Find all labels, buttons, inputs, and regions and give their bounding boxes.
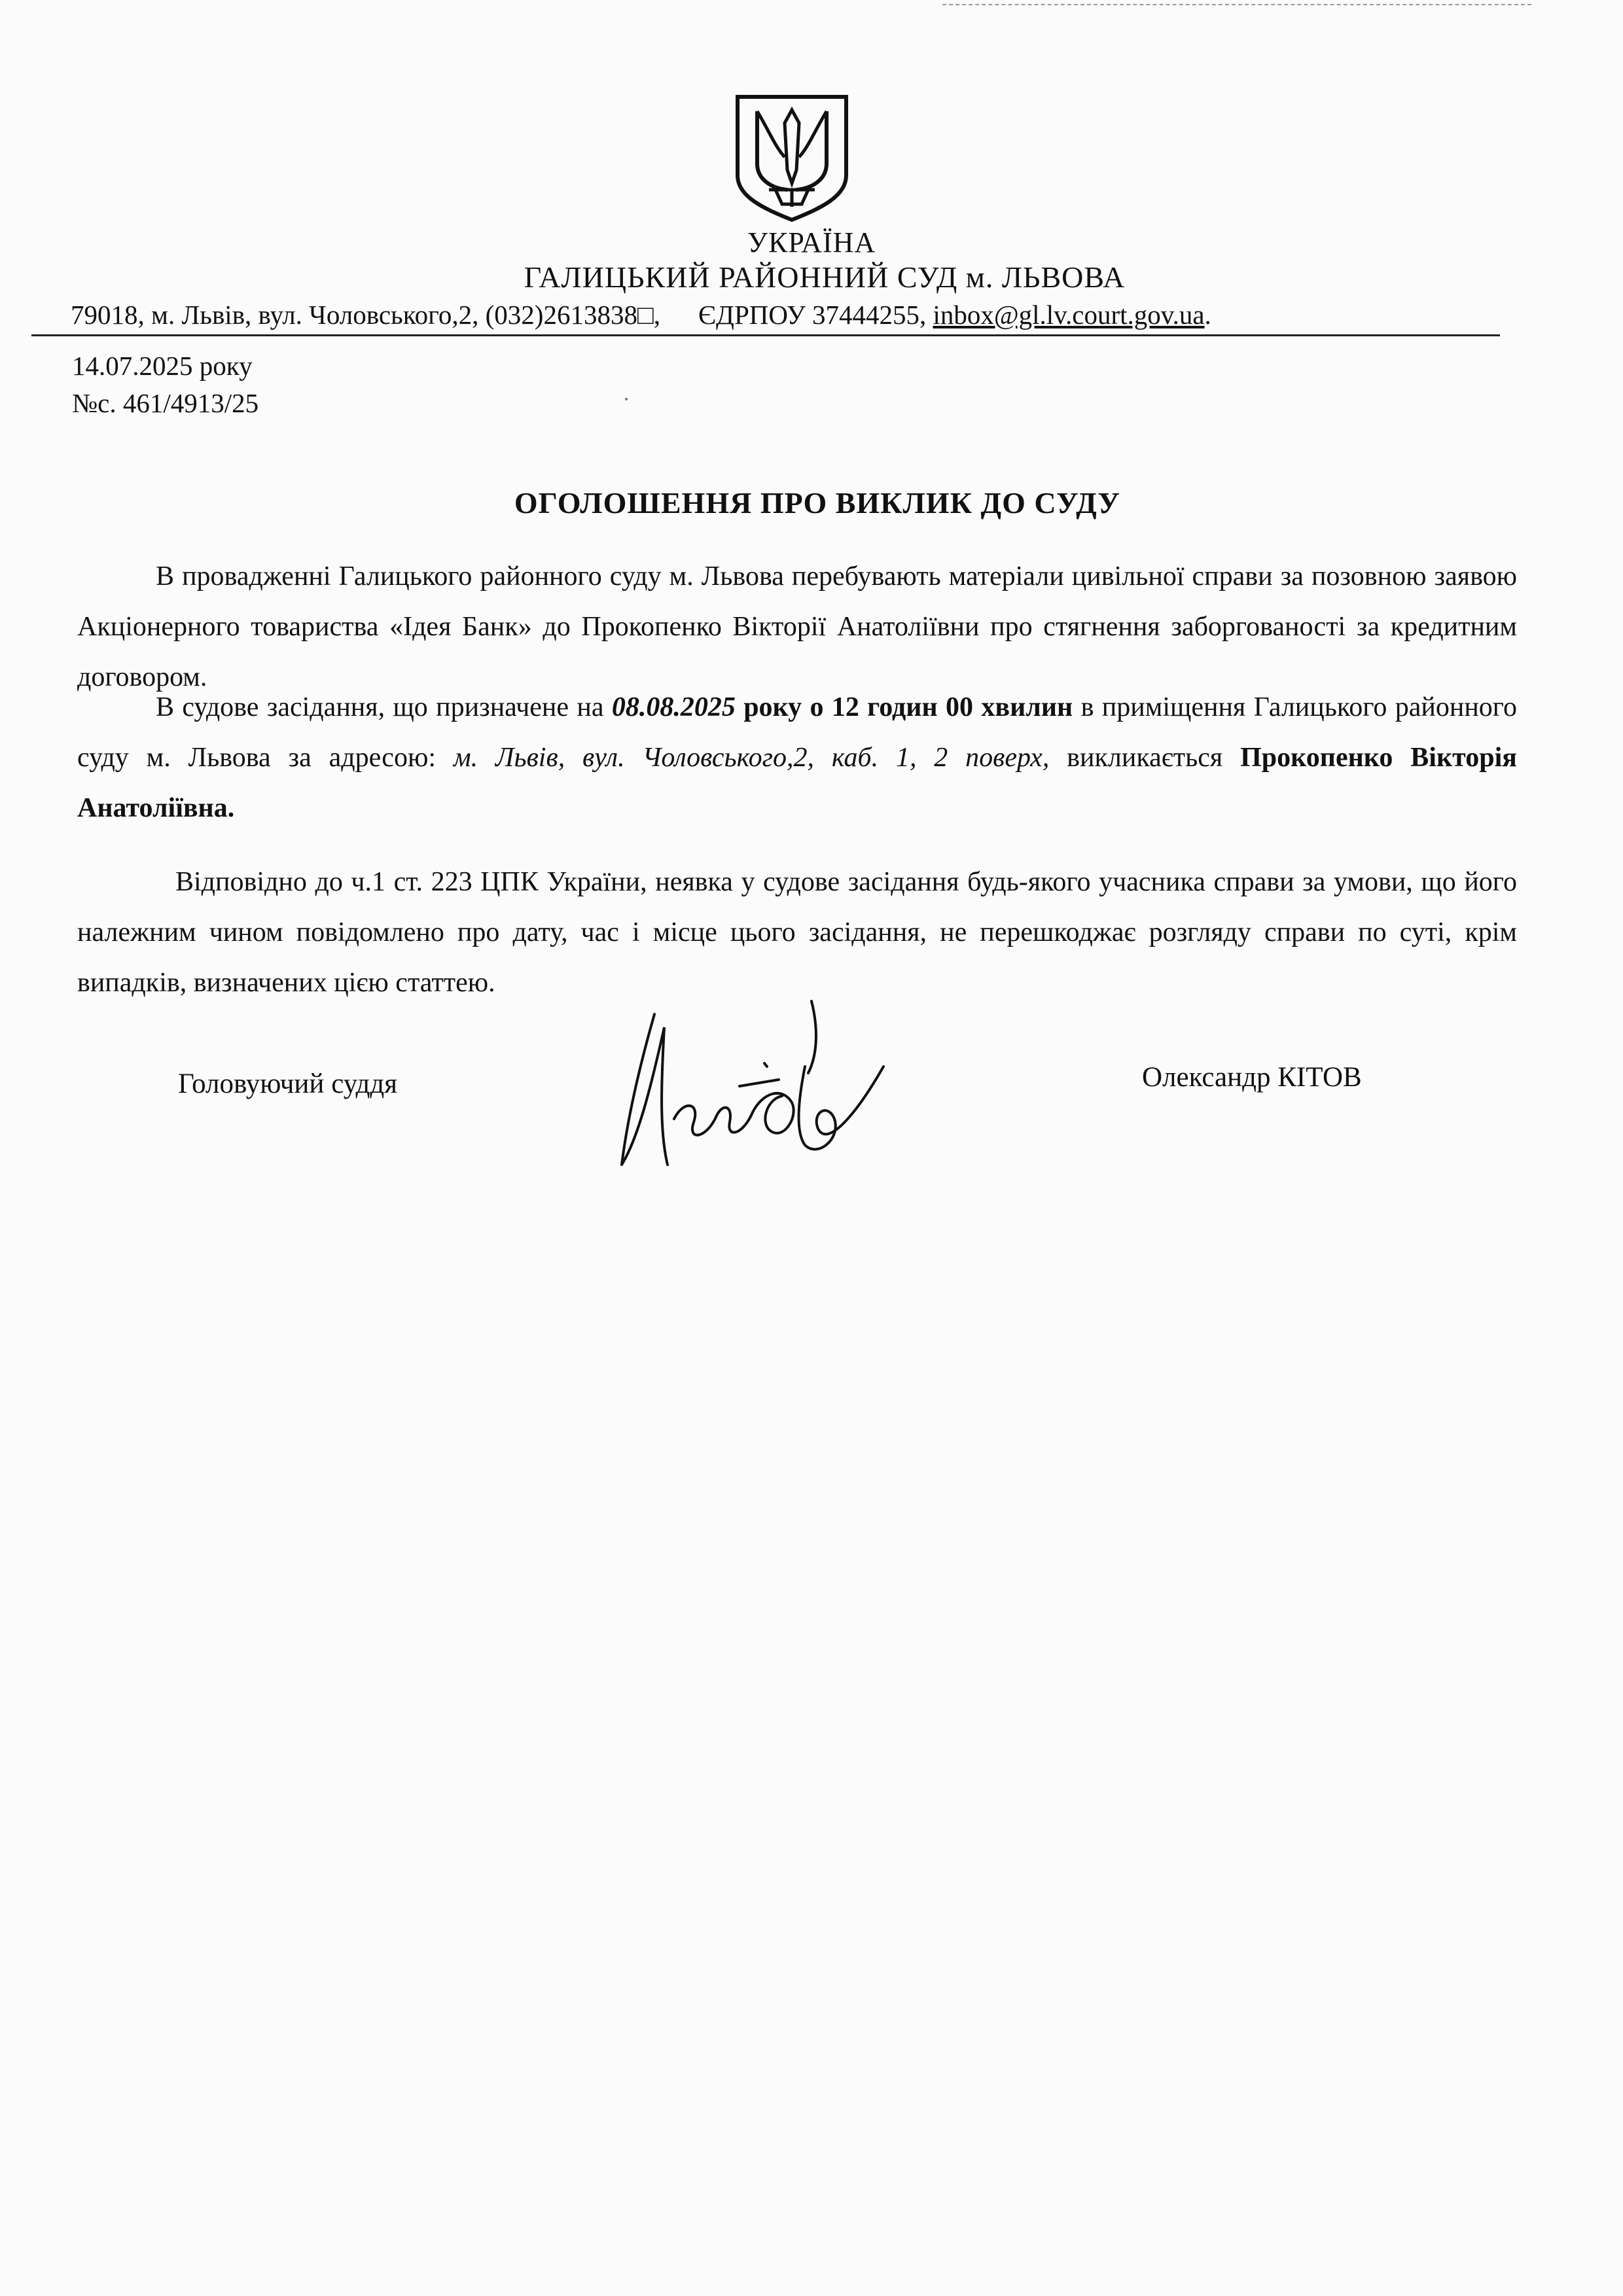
handwritten-signature-icon: [602, 988, 942, 1184]
court-contact-line: [71, 299, 1550, 330]
summons-verb: викликається: [1049, 743, 1241, 773]
judge-name: Олександр КІТОВ: [1142, 1062, 1362, 1093]
summons-lead: В судове засідання, що призначене на: [156, 692, 612, 722]
hearing-address: м. Львів, вул. Чоловського,2, каб. 1, 2 поверх,: [453, 743, 1050, 773]
paragraph-proceedings-text: В провадженні Галицького районного суду м. Львова перебувають матеріали цивільної справи за позовною заявою Акціонерного товариства «Ідея Банк» до Прокопенко Вікторії Анатоліївни про стягнення заборгованості за кредитним договором.: [77, 561, 1517, 692]
paragraph-summons: [77, 682, 1517, 834]
header-rule: [31, 334, 1500, 336]
summons-middle: в приміщення Галицького районного суду м. Львова за адресою:: [77, 692, 1517, 773]
paragraph-legal-notice: [77, 857, 1517, 1008]
email-suffix: .: [1204, 300, 1211, 330]
paragraph-proceedings: [77, 552, 1517, 703]
country-name: УКРАЇНА: [747, 226, 876, 258]
court-address: 79018, м. Львів, вул. Чоловського,2, (032)2613838□,: [71, 300, 660, 330]
court-name: ГАЛИЦЬКИЙ РАЙОННИЙ СУД м. ЛЬВОВА: [524, 260, 1126, 294]
court-edrpou: ЄДРПОУ 37444255,: [698, 300, 927, 330]
scan-speck: [625, 398, 628, 400]
summoned-person: Прокопенко Вікторія Анатоліївна.: [77, 743, 1517, 823]
trident-coat-of-arms-icon: [730, 92, 854, 222]
presiding-judge-label: Головуючий суддя: [178, 1069, 398, 1099]
hearing-time: року о 12 годин 00 хвилин: [735, 692, 1073, 722]
document-title: ОГОЛОШЕННЯ ПРО ВИКЛИК ДО СУДУ: [514, 486, 1121, 520]
court-email-link[interactable]: inbox@gl.lv.court.gov.ua: [933, 300, 1205, 330]
paragraph-legal-notice-text: Відповідно до ч.1 ст. 223 ЦПК України, неявка у судове засідання будь-якого учасника справи за умови, що його належним чином повідомлено про дату, час і місце цього засідання, не перешкоджає розгляду справи по суті, крім випадків, визначених цією статтею.: [77, 867, 1517, 998]
hearing-date: 08.08.2025: [611, 692, 736, 722]
case-number: №с. 461/4913/25: [72, 388, 259, 418]
document-date: 14.07.2025 року: [72, 351, 253, 381]
scan-artifact-line: [942, 4, 1531, 5]
